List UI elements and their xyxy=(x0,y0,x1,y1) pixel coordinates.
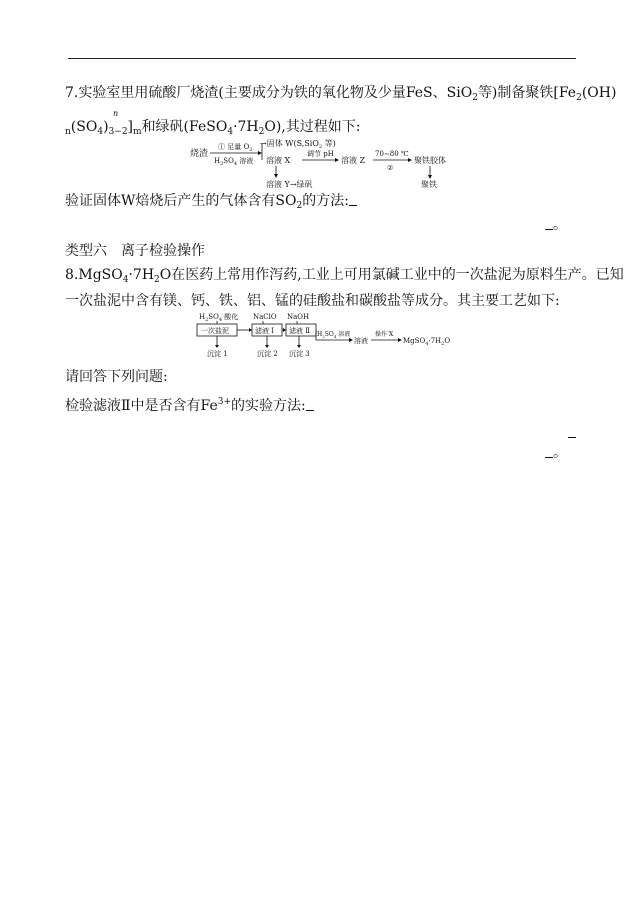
q7-temp: 70∼80 ℃ xyxy=(375,150,409,158)
q8-blank-mid xyxy=(568,424,576,442)
header-rule xyxy=(68,58,576,59)
q8-flow-diagram xyxy=(195,310,455,360)
q8-arrowhead-2 xyxy=(283,328,286,332)
q8-naclo: NaClO xyxy=(253,313,277,321)
q8-filtrate1: 滤液 Ⅰ xyxy=(255,327,274,335)
q7-sub: n xyxy=(65,127,71,137)
q7-poly: 聚铁 xyxy=(421,180,437,189)
q8-text: ·7H xyxy=(128,267,155,283)
q7-end-mark: 。 xyxy=(553,217,567,233)
q7-adjust: 调节 pH xyxy=(307,150,334,158)
q8-ppt3: 沉淀 3 xyxy=(289,350,310,358)
q7-text: 和绿矾(FeSO xyxy=(141,119,228,135)
q7-solid: →固体 W(S,SiO$_2$ 等) xyxy=(260,139,336,150)
q8-sup: 3+ xyxy=(217,397,232,407)
q8-sub: 2 xyxy=(154,275,160,285)
q7-line-1 xyxy=(65,84,616,107)
q8-arrowhead-3 xyxy=(349,338,353,342)
q7-sol-z: 溶液 Z xyxy=(341,156,366,165)
q8-line-2: 一次盐泥中含有镁、钙、铁、铝、锰的硅酸盐和碳酸盐等成分。其主要工艺如下: xyxy=(65,293,560,309)
q8-question-text: 的实验方法: xyxy=(231,398,306,414)
q8-product: $MgSO_4\cdot 7H_2O$ xyxy=(403,337,451,347)
q8-text: 8.MgSO xyxy=(65,267,123,283)
q8-end xyxy=(545,444,567,462)
q8-acid: $H_2SO_4$ 酸化 xyxy=(199,313,239,323)
q7-frac: 2 xyxy=(121,127,128,137)
q7-sol-x: 溶液 X xyxy=(266,156,291,165)
q8-naoh: NaOH xyxy=(287,313,310,321)
q7-sub: m xyxy=(133,127,142,137)
q8-end-mark: 。 xyxy=(553,445,567,461)
q7-text: (SO xyxy=(70,119,98,135)
q7-question xyxy=(65,192,357,215)
q7-sub: 2 xyxy=(258,127,265,137)
q7-arrowhead-4 xyxy=(428,175,432,179)
q7-arrowhead-1 xyxy=(258,151,262,155)
q7-step2: ② xyxy=(387,164,394,172)
q7-colloid: 聚铁胶体 xyxy=(414,156,446,165)
q7-text: 7.实验室里用硫酸厂烧渣(主要成分为铁的氧化物及少量FeS、SiO xyxy=(65,85,473,101)
q7-flow-diagram xyxy=(190,138,460,190)
q7-sub: 4 xyxy=(227,127,234,137)
q7-answer-blank-end[interactable] xyxy=(545,217,553,230)
q8-ppt1: 沉淀 1 xyxy=(207,350,228,358)
q8-solution: 溶液 xyxy=(354,337,368,345)
q7-sub: 2 xyxy=(296,201,303,211)
q8-question-text: 检验滤液Ⅱ中是否含有Fe xyxy=(65,398,218,414)
q7-arrowhead-5 xyxy=(274,174,278,178)
q8-prompt: 请回答下列问题: xyxy=(65,369,168,385)
q7-question-text: 的方法: xyxy=(302,193,349,209)
q8-downhead-1 xyxy=(215,345,219,348)
q7-start: 烧渣 xyxy=(190,149,209,159)
q8-answer-blank[interactable] xyxy=(306,398,314,411)
q7-text: ·7H xyxy=(233,119,259,135)
q8-downhead-3 xyxy=(297,345,301,348)
q8-answer-blank-end[interactable] xyxy=(545,445,553,458)
q7-text: ) xyxy=(103,119,109,135)
q8-text: O在医药上常用作泻药,工业上可用氯碱工业中的一次盐泥为原料生产。已知 xyxy=(159,267,624,283)
q8-downhead-2 xyxy=(265,345,269,348)
q7-sub: 2 xyxy=(576,93,582,103)
q8-answer-blank-mid[interactable] xyxy=(568,425,576,438)
q8-h2so4: $H_2SO_4$ 溶液 xyxy=(317,331,351,339)
q7-step1-top: ① 足量 $O_2$ xyxy=(218,143,253,153)
q7-arrowhead-3 xyxy=(408,158,412,162)
q7-text: ] xyxy=(127,119,134,135)
q8-operation: 操作 X xyxy=(375,331,394,338)
q8-question xyxy=(65,393,314,415)
q7-sub: 3− xyxy=(108,127,122,137)
q8-arrowhead-1 xyxy=(249,328,252,332)
section-heading: 类型六 离子检验操作 xyxy=(65,243,205,259)
q7-text: O),其过程如下: xyxy=(264,119,361,135)
q7-text: (OH) xyxy=(581,85,617,101)
q7-answer-blank[interactable] xyxy=(349,193,357,206)
q7-n-label: n xyxy=(113,109,119,118)
q7-sol-y: 溶液 Y→绿矾 xyxy=(266,180,313,189)
q8-sub: 4 xyxy=(122,275,129,285)
q7-sub: 2 xyxy=(472,93,478,103)
q7-question-text: 验证固体W焙烧后产生的气体含有SO xyxy=(65,193,297,209)
q7-sub: 4 xyxy=(97,127,104,137)
q8-filtrate2: 滤液 Ⅱ xyxy=(289,327,310,335)
q8-ppt2: 沉淀 2 xyxy=(257,350,278,358)
q7-arrowhead-2 xyxy=(335,158,339,162)
q7-step1-bottom: $H_2SO_4$ 溶液 xyxy=(214,157,254,167)
q8-mud: 一次盐泥 xyxy=(201,327,229,335)
q8-line-1 xyxy=(65,266,624,289)
q7-text: 等)制备聚铁[Fe xyxy=(477,85,577,101)
q7-end xyxy=(545,216,567,234)
q8-arrowhead-4 xyxy=(398,338,402,342)
